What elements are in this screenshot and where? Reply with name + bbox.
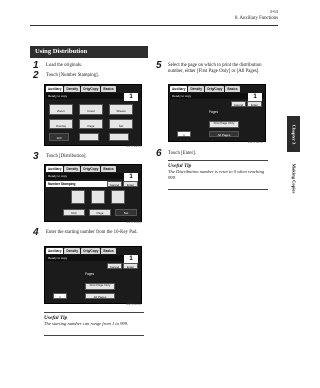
tab-auxiliary[interactable]: Auxiliary (48, 249, 62, 253)
tab-density[interactable]: Density (66, 249, 78, 253)
pages-label: Pages (209, 110, 219, 114)
page-stamp-button[interactable]: Page (89, 209, 111, 216)
tab-basics[interactable]: Basics (227, 87, 238, 91)
zoom-button[interactable]: Zoom (49, 104, 73, 115)
tab-orig-copy[interactable]: Orig/Copy (206, 87, 223, 91)
step-number: 2 (33, 70, 39, 81)
enter-button[interactable]: Enter (247, 101, 262, 107)
all-pages-button[interactable]: All Pages (85, 293, 115, 299)
sheets-button[interactable]: Sheets (109, 104, 133, 115)
first-page-only-button[interactable]: First Page Only (85, 283, 115, 290)
enter-button[interactable]: Enter (123, 263, 138, 269)
status-bar: Ready to copy (170, 93, 264, 99)
panel-tabs (170, 86, 264, 92)
figure-caption: 4697P108CA (126, 145, 142, 148)
start-number-field[interactable]: 1 (53, 293, 67, 299)
blank-button[interactable] (79, 133, 99, 141)
overlay-button[interactable]: Overlay (49, 119, 73, 129)
step-text: Load the originals. (46, 63, 83, 68)
step-number: 4 (33, 227, 39, 238)
status-bar: Ready to copy (46, 255, 140, 261)
step-text: Touch [Number Stamping]. (46, 73, 99, 78)
chapter-side-text (287, 155, 300, 201)
useful-tip (44, 312, 144, 336)
tab-density[interactable]: Density (190, 87, 202, 91)
copy-counter: 1 (124, 173, 138, 181)
figure-caption: 4697P109CA (126, 221, 142, 224)
set-button[interactable]: Set (109, 119, 133, 129)
status-bar: Ready to copy (46, 93, 140, 99)
set-stamp-button[interactable]: Set (115, 209, 137, 216)
tab-basics[interactable]: Basics (103, 87, 114, 91)
step-text: Touch [Distribution]. (46, 154, 87, 159)
tip-text: The starting number can range from 1 to 999. (44, 321, 129, 326)
panel-tabs (46, 86, 140, 92)
chapter-tab-label: Chapter 3 (291, 124, 297, 144)
tip-text: The Distribution number is reset to 0 when reaching 999. (168, 169, 265, 180)
enter-button[interactable]: Enter (123, 181, 138, 187)
figure-caption: 4697P110CA (126, 303, 142, 306)
touch-panel-auxiliary (44, 84, 142, 146)
chapter-side-label: Making Copies (291, 163, 296, 193)
copy-counter: 1 (124, 255, 138, 263)
page-number: 3-63 (269, 9, 278, 14)
panel-tabs (46, 166, 140, 172)
copy-counter: 1 (248, 93, 262, 101)
step-number: 6 (156, 148, 162, 159)
first-page-only-button[interactable]: First Page Only (209, 121, 239, 128)
panel-tabs (46, 248, 140, 254)
tab-auxiliary[interactable]: Auxiliary (48, 167, 62, 171)
touch-panel-distribution (44, 246, 142, 304)
cover-button[interactable]: Cover (79, 104, 103, 115)
stamp-icon (71, 190, 85, 204)
screen-title: Number Stamping (46, 181, 108, 187)
tab-density[interactable]: Density (66, 87, 78, 91)
step-text: Touch [Enter]. (168, 151, 196, 156)
number-stamp-button[interactable]: 123 (49, 133, 69, 141)
page-button[interactable]: Page (79, 119, 103, 129)
tab-basics[interactable]: Basics (103, 167, 114, 171)
tab-orig-copy[interactable]: Orig/Copy (82, 167, 99, 171)
step-number: 3 (33, 151, 39, 162)
tab-density[interactable]: Density (66, 167, 78, 171)
tip-title: Useful Tip (44, 315, 68, 321)
stamp-icon (91, 190, 105, 204)
step-text: Select the page on which to print the distribution number, either [First Page Only] or [All Pages]. (168, 63, 262, 75)
touch-panel-number-stamping (44, 164, 142, 222)
section-title: Using Distribution (30, 46, 148, 58)
stamp-icon (111, 190, 125, 204)
start-number-field[interactable]: 1 (177, 131, 191, 137)
step-number: 5 (156, 60, 162, 71)
tab-orig-copy[interactable]: Orig/Copy (82, 249, 99, 253)
all-pages-button[interactable]: All Pages (209, 131, 239, 137)
useful-tip (168, 160, 268, 190)
chapter-heading: 8. Auxiliary Functions (234, 16, 278, 21)
tab-auxiliary[interactable]: Auxiliary (48, 87, 62, 91)
pages-label: Pages (85, 272, 95, 276)
status-bar: Ready to copy (46, 173, 140, 179)
cancel-button[interactable]: Cancel (107, 263, 122, 269)
tab-basics[interactable]: Basics (103, 249, 114, 253)
figure-caption: 4697P111CA (248, 141, 264, 144)
header-rule (30, 25, 278, 26)
cancel-button[interactable]: Cancel (231, 101, 246, 107)
chapter-tab (287, 116, 300, 152)
tab-orig-copy[interactable]: Orig/Copy (82, 87, 99, 91)
tip-title: Useful Tip (168, 163, 192, 169)
tab-auxiliary[interactable]: Auxiliary (172, 87, 186, 91)
step-number: 1 (33, 60, 39, 71)
step-text: Enter the starting number from the 10-Key Pad. (46, 230, 138, 235)
copy-counter: 1 (124, 93, 138, 101)
touch-panel-page-select (168, 84, 266, 142)
cancel-button[interactable]: Cancel (107, 181, 122, 187)
blank-button[interactable] (109, 133, 129, 141)
distribution-button[interactable]: Dstr (63, 209, 85, 216)
